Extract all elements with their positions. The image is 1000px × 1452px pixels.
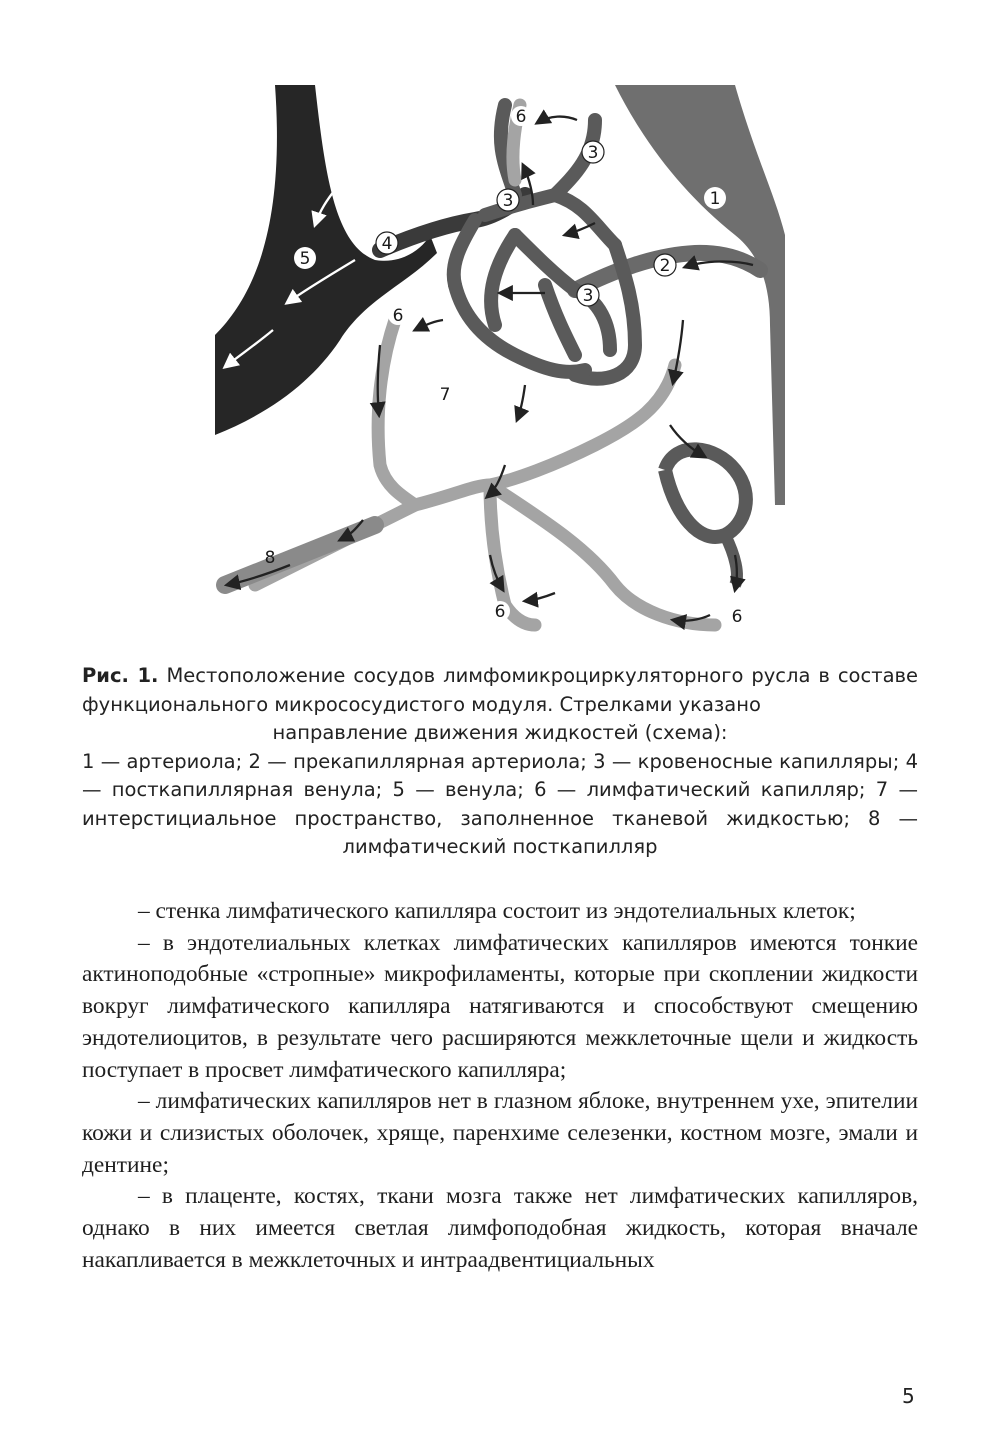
label-6-bottom <box>490 601 510 622</box>
svg-text:3: 3 <box>587 143 599 163</box>
caption-legend: 1 — артериола; 2 — прекапиллярная артериола; 3 — кровеносные капилляры; 4 — посткапиллярная венула; 5 — венула; 6 — лимфатический капилляр; 7 — интерстициальное пространство, заполненное тканевой жидкостью; 8 — лимфатический посткапилляр <box>82 749 918 858</box>
lymphatic-postcapillary <box>225 525 375 585</box>
svg-text:3: 3 <box>502 191 514 211</box>
label-5 <box>294 247 316 269</box>
microvascular-module-figure <box>215 85 785 645</box>
caption-title <box>82 662 918 719</box>
venula-vessel <box>215 85 437 435</box>
label-2 <box>654 254 676 276</box>
label-7: 7 <box>439 385 451 405</box>
arteriole-vessel <box>615 85 785 505</box>
svg-text:4: 4 <box>381 234 393 254</box>
blood-capillary-network <box>454 105 635 379</box>
svg-text:6: 6 <box>731 607 743 627</box>
svg-text:6: 6 <box>515 107 527 127</box>
svg-text:2: 2 <box>659 256 671 276</box>
caption-label: Рис. 1. <box>82 664 159 687</box>
label-3-middle <box>497 189 519 211</box>
body-paragraph-1: – стенка лимфатического капилляра состоит из эндотелиальных клеток; <box>138 898 856 924</box>
svg-text:6: 6 <box>392 306 404 326</box>
svg-text:3: 3 <box>582 286 594 306</box>
label-6-right <box>727 606 747 627</box>
caption-title-line3: направление движения жидкостей (схема): <box>272 721 728 744</box>
figure-caption <box>82 662 918 862</box>
body-paragraph-2: – в эндотелиальных клетках лимфатических капилляров имеются тонкие актиноподобные «стропные» микрофиламенты, которые при скоплении жидкости вокруг лимфатического капилляра натягиваются и способствуют смещению эндотелиоцитов, в результате чего расширяются межклеточные щели и жидкость поступает в просвет лимфатического капилляра; <box>82 929 918 1083</box>
body-text <box>82 896 918 1276</box>
label-3-top <box>582 141 604 163</box>
label-8: 8 <box>264 548 276 568</box>
body-paragraph-4: – в плаценте, костях, ткани мозга также нет лимфатических капилляров, однако в них имеется светлая лимфоподобная жидкость, которая вначале накапливается в межклеточных и интраадвентициальных <box>82 1183 918 1273</box>
label-4 <box>376 232 398 254</box>
svg-text:6: 6 <box>494 602 506 622</box>
body-paragraph-3: – лимфатических капилляров нет в глазном яблоке, внутреннем ухе, эпителии кожи и слизистых оболочек, хряще, паренхиме селезенки, костном мозге, эмали и дентине; <box>82 1088 918 1178</box>
page-number: 5 <box>902 1384 915 1408</box>
label-3-lower <box>577 284 599 306</box>
label-1 <box>704 187 726 209</box>
caption-title-text: Местоположение сосудов лимфомикроциркуляторного русла в составе функционального микрососудистого модуля. Стрелками указано <box>82 664 919 716</box>
vessel-diagram <box>215 85 785 645</box>
svg-text:1: 1 <box>709 189 721 209</box>
svg-text:5: 5 <box>299 249 311 269</box>
capillary-loop <box>665 449 746 537</box>
